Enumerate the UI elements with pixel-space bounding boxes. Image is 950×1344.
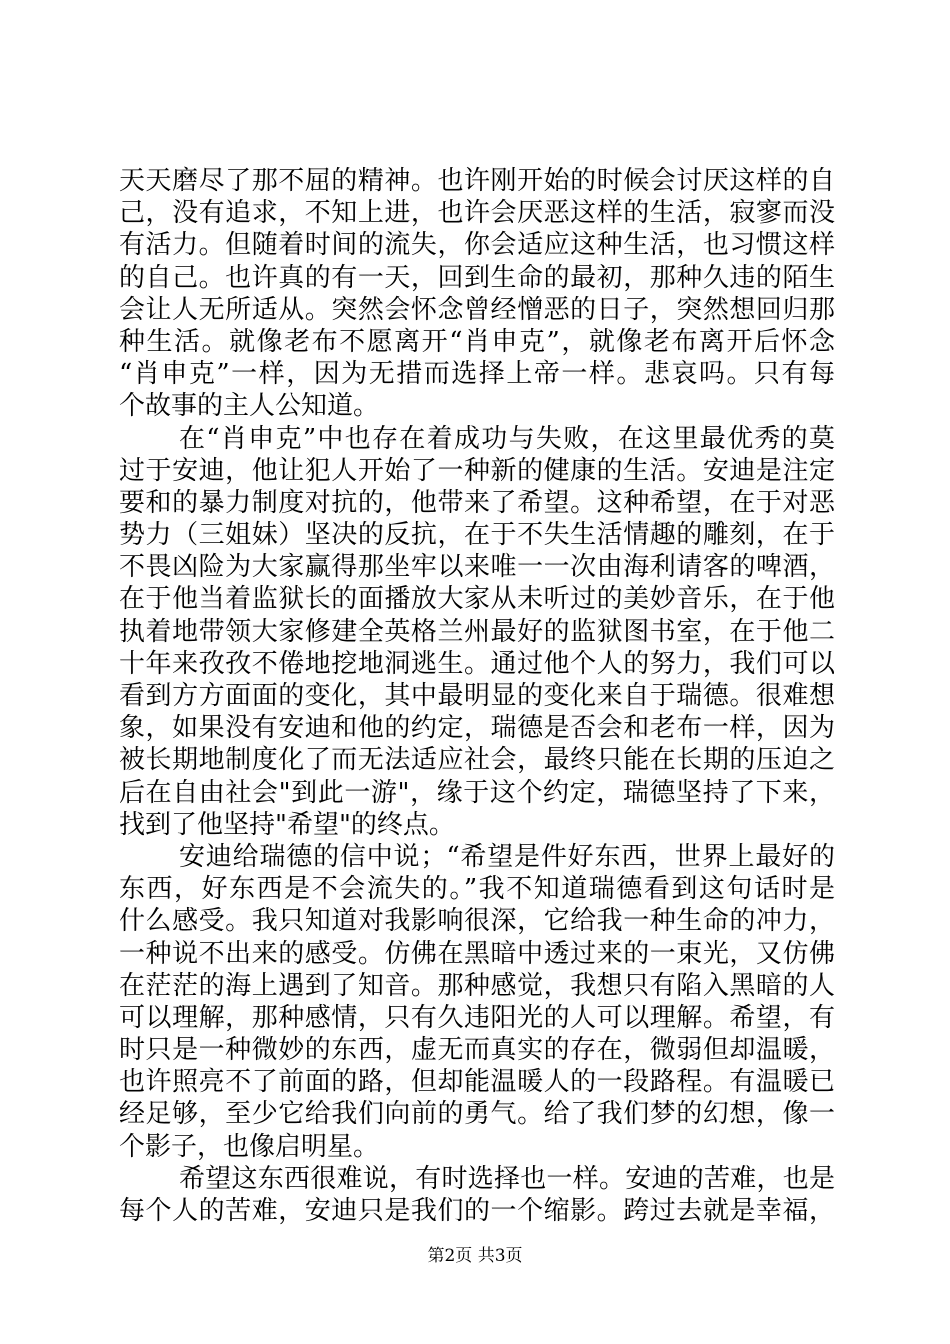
text-line: 有活力。但随着时间的流失，你会适应这种生活，也习惯这样 — [119, 230, 835, 261]
text-line: 可以理解，那种感情，只有久违阳光的人可以理解。希望，有 — [119, 1002, 835, 1033]
text-line: 不畏凶险为大家赢得那坐牢以来唯一一次由海利请客的啤酒， — [119, 552, 835, 583]
text-line: 个影子，也像启明星。 — [119, 1131, 380, 1162]
text-line: 安迪给瑞德的信中说；“希望是件好东西，世界上最好的 — [179, 841, 835, 872]
text-line: 的自己。也许真的有一天，回到生命的最初，那种久违的陌生 — [119, 262, 835, 293]
text-line: 会让人无所适从。突然会怀念曾经憎恶的日子，突然想回归那 — [119, 294, 835, 325]
page-number-footer: 第2页 共3页 — [427, 1246, 523, 1266]
text-line: 己，没有追求，不知上进，也许会厌恶这样的生活，寂寥而没 — [119, 198, 835, 229]
text-line: 执着地带领大家修建全英格兰州最好的监狱图书室，在于他二 — [119, 616, 835, 647]
text-line: 什么感受。我只知道对我影响很深，它给我一种生命的冲力， — [119, 906, 835, 937]
text-line: 过于安迪，他让犯人开始了一种新的健康的生活。安迪是注定 — [119, 455, 835, 486]
text-line: 找到了他坚持"希望"的终点。 — [119, 809, 455, 840]
text-line: 个故事的主人公知道。 — [119, 391, 380, 422]
text-line: 后在自由社会"到此一游"，缘于这个约定，瑞德坚持了下来， — [119, 777, 835, 808]
text-line: 在“肖申克”中也存在着成功与失败，在这里最优秀的莫 — [179, 423, 835, 454]
text-line: 希望这东西很难说，有时选择也一样。安迪的苦难，也是 — [179, 1163, 835, 1194]
text-line: 东西，好东西是不会流失的。”我不知道瑞德看到这句话时是 — [119, 874, 835, 905]
text-line: 被长期地制度化了而无法适应社会，最终只能在长期的压迫之 — [119, 745, 835, 776]
text-line: 也许照亮不了前面的路，但却能温暖人的一段路程。有温暖已 — [119, 1067, 835, 1098]
text-line: 每个人的苦难，安迪只是我们的一个缩影。跨过去就是幸福， — [119, 1196, 835, 1226]
text-line: “肖申克”一样，因为无措而选择上帝一样。悲哀吗。只有每 — [119, 359, 835, 390]
text-line: 要和的暴力制度对抗的，他带来了希望。这种希望，在于对恶 — [119, 487, 835, 518]
text-line: 经足够，至少它给我们向前的勇气。给了我们梦的幻想，像一 — [119, 1099, 835, 1130]
text-line: 一种说不出来的感受。仿佛在黑暗中透过来的一束光，又仿佛 — [119, 938, 835, 969]
text-line: 看到方方面面的变化，其中最明显的变化来自于瑞德。很难想 — [119, 681, 835, 711]
text-line: 势力（三姐妹）坚决的反抗，在于不失生活情趣的雕刻，在于 — [119, 520, 835, 551]
text-line: 在于他当着监狱长的面播放大家从未听过的美妙音乐，在于他 — [119, 584, 835, 615]
text-line: 在茫茫的海上遇到了知音。那种感觉，我想只有陷入黑暗的人 — [119, 970, 835, 1001]
text-line: 十年来孜孜不倦地挖地洞逃生。通过他个人的努力，我们可以 — [119, 648, 835, 679]
text-line: 天天磨尽了那不屈的精神。也许刚开始的时候会讨厌这样的自 — [119, 166, 835, 196]
body-text — [119, 165, 835, 1227]
text-line: 象，如果没有安迪和他的约定，瑞德是否会和老布一样，因为 — [119, 713, 835, 744]
text-line: 时只是一种微妙的东西，虚无而真实的存在，微弱但却温暖， — [119, 1035, 835, 1066]
text-line: 种生活。就像老布不愿离开“肖申克”，就像老布离开后怀念 — [119, 326, 835, 357]
